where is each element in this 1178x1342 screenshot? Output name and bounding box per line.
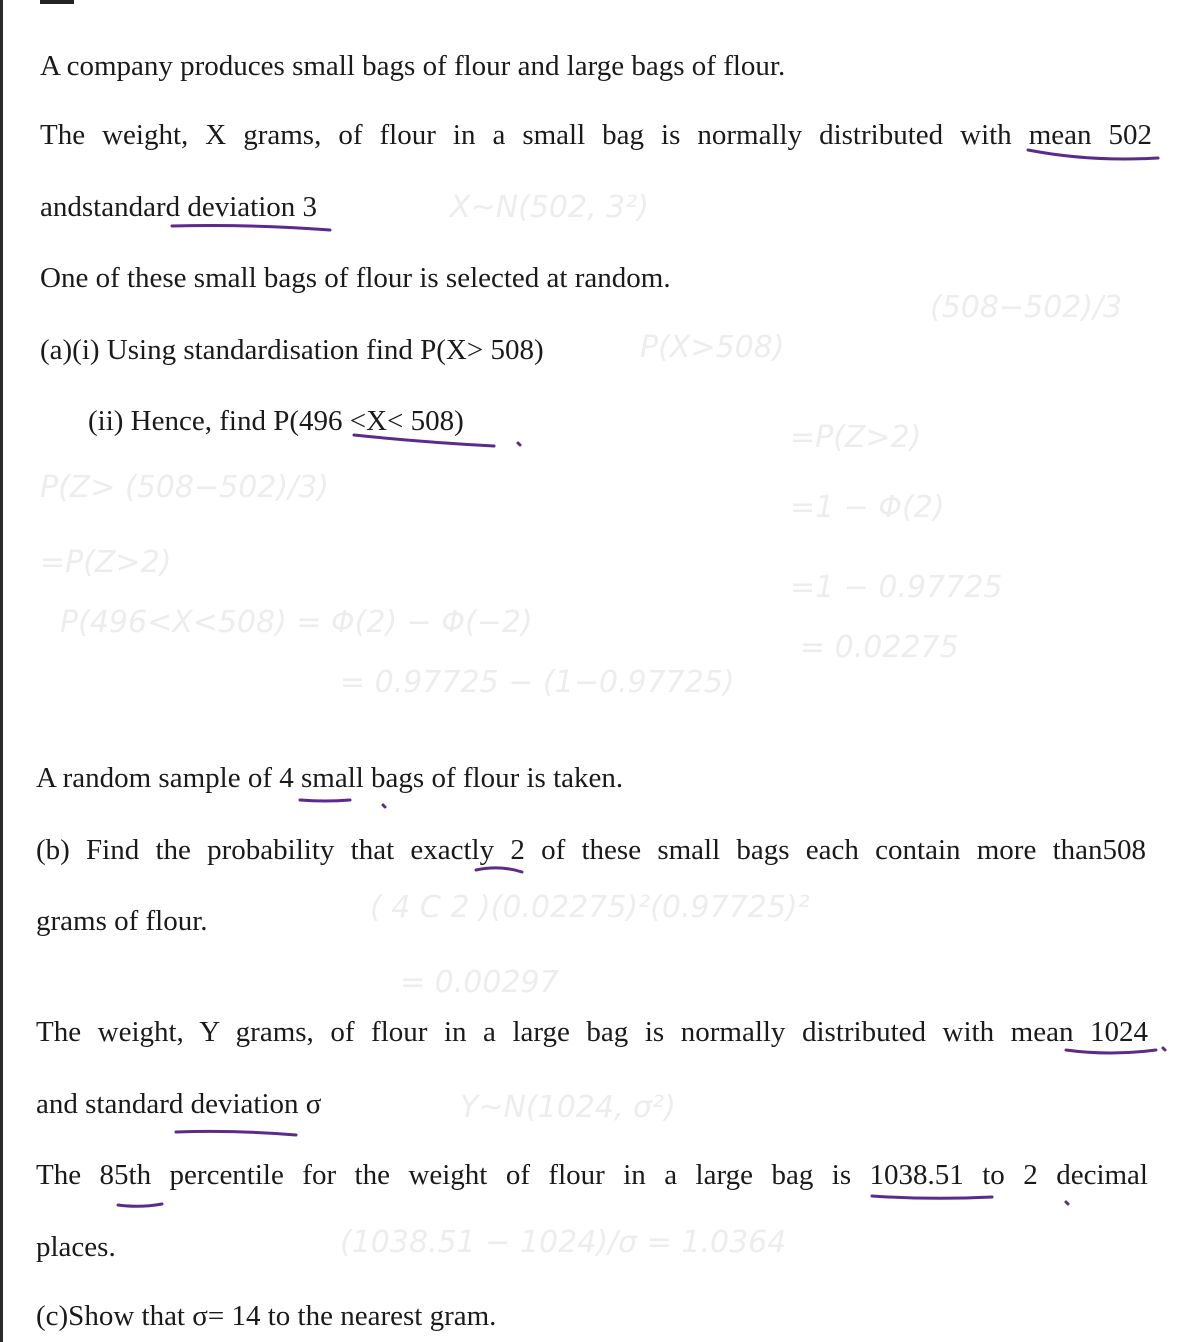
faint-working-7: = 0.97725 − (1−0.97725) <box>340 665 735 700</box>
faint-working-10: =1 − 0.97725 <box>790 570 1003 605</box>
mark-dot-3 <box>518 443 520 445</box>
faint-working-11: = 0.02275 <box>800 630 959 665</box>
faint-working-6: P(496<X<508) = Φ(2) − Φ(−2) <box>60 605 533 640</box>
underline-1038-51 <box>872 1196 992 1198</box>
faint-working-15: (1038.51 − 1024)/σ = 1.0364 <box>340 1225 787 1260</box>
faint-working-12: ( 4 C 2 )(0.02275)²(0.97725)² <box>370 890 810 925</box>
underline-exactly-2 <box>476 868 522 872</box>
faint-working-8: =P(Z>2) <box>790 420 922 455</box>
part-a-i: (a)(i) Using standardisation find P(X> 508) <box>40 334 544 366</box>
sample-text: A random sample of 4 small bags of flour is taken. <box>36 762 624 794</box>
underline-sample-4 <box>300 800 350 801</box>
part-c: (c)Show that σ= 14 to the nearest gram. <box>36 1300 497 1332</box>
page-left-border <box>0 0 3 1342</box>
faint-working-13: = 0.00297 <box>400 965 559 1000</box>
intro-text: A company produces small bags of flour and large bags of flour. <box>40 50 786 82</box>
part-b-line2: grams of flour. <box>36 905 208 937</box>
mark-dot-1 <box>1066 1202 1068 1204</box>
cutoff-heading-fragment <box>40 0 74 4</box>
underline-85th <box>118 1204 162 1206</box>
faint-working-5: =P(Z>2) <box>40 545 172 580</box>
underline-standard-deviation-sigma <box>176 1131 296 1135</box>
percentile-line1: The 85th percentile for the weight of flour in a large bag is 1038.51 to 2 decimal <box>36 1159 1148 1191</box>
faint-working-1: X~N(502, 3²) <box>450 190 649 225</box>
faint-working-14: Y~N(1024, σ²) <box>460 1090 676 1125</box>
faint-working-3: (508−502)/3 <box>930 290 1123 325</box>
underline-mean-1024 <box>1066 1050 1156 1053</box>
large-bag-distribution-line1: The weight, Y grams, of flour in a large bag is normally distributed with mean 1024 <box>36 1016 1148 1048</box>
small-bag-distribution-line2: andstandard deviation 3 <box>40 191 318 223</box>
faint-working-2: P(X>508) <box>640 330 785 365</box>
part-b-line1: (b) Find the probability that exactly 2 of these small bags each contain more than508 <box>36 834 1146 866</box>
faint-working-9: =1 − Φ(2) <box>790 490 945 525</box>
large-bag-distribution-line2: and standard deviation σ <box>36 1088 322 1120</box>
percentile-line2: places. <box>36 1231 116 1263</box>
small-bag-distribution-line1: The weight, X grams, of flour in a small bag is normally distributed with mean 502 <box>40 119 1152 151</box>
part-a-ii: (ii) Hence, find P(496 <X< 508) <box>88 405 464 437</box>
selection-text: One of these small bags of flour is selected at random. <box>40 262 671 294</box>
faint-working-4: P(Z> (508−502)/3) <box>40 470 329 505</box>
underline-standard-deviation <box>172 226 330 231</box>
mark-sample-dot <box>383 805 385 807</box>
mark-dot-2 <box>1163 1048 1165 1050</box>
